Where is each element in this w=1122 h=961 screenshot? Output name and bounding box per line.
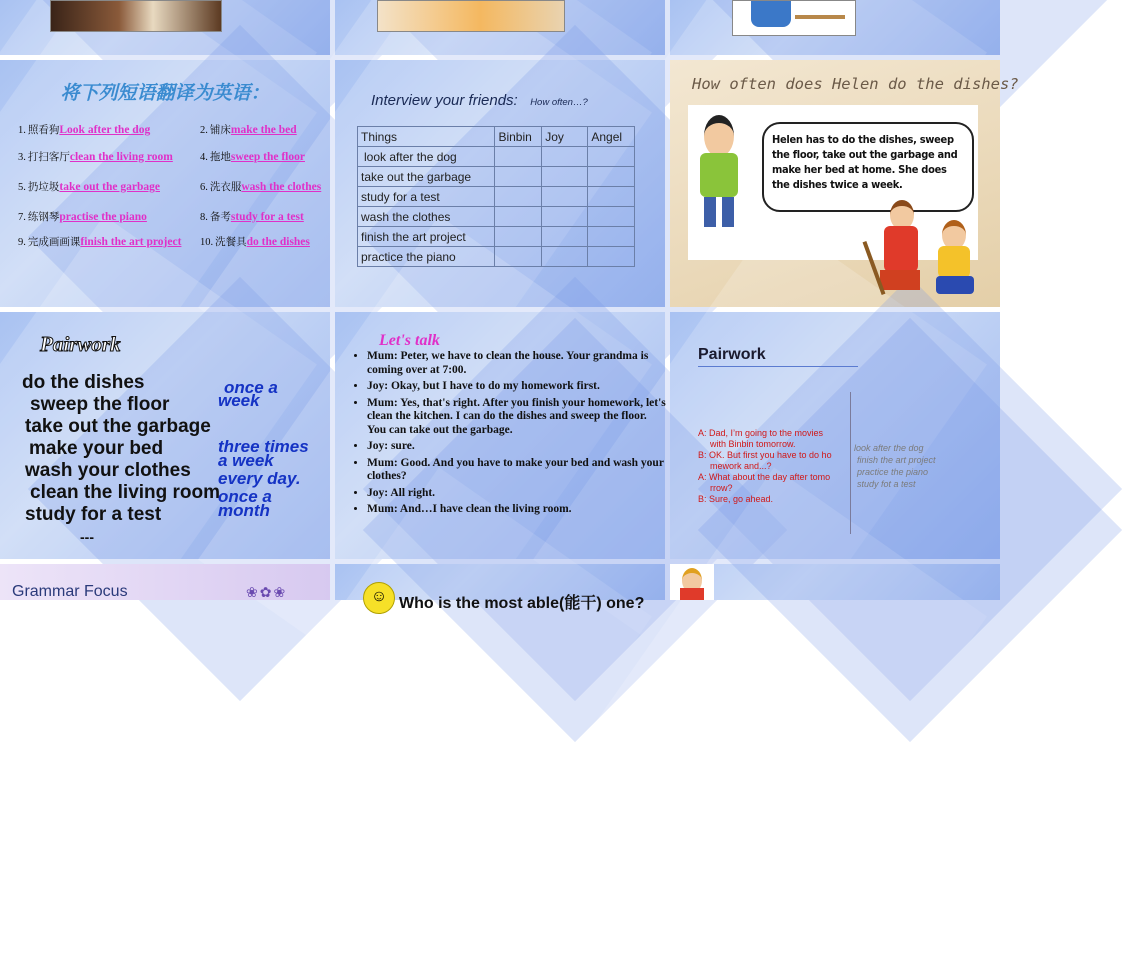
dialogue-line: • Mum: And…I have clean the living room. [367, 503, 667, 517]
answer-cell[interactable] [588, 227, 635, 247]
answer-cell[interactable] [495, 187, 542, 207]
lets-talk-title: Let's talk [379, 332, 440, 349]
frequency-phrase: once a [224, 378, 278, 397]
translation-title: 将下列短语翻译为英语： [60, 82, 270, 104]
kneeling-boy-image [932, 220, 982, 300]
piano-photo [50, 0, 222, 32]
english-answer: practise the piano [59, 211, 147, 223]
answer-cell[interactable] [588, 167, 635, 187]
activity-phrase: sweep the floor [30, 394, 170, 415]
answer-cell[interactable] [495, 147, 542, 167]
english-answer: finish the art project [80, 236, 182, 248]
translation-item [200, 234, 310, 249]
answer-cell[interactable] [588, 187, 635, 207]
dialogue-line: A: What about the day after tomo [698, 472, 831, 482]
translation-item [200, 179, 321, 194]
english-answer: study for a test [230, 211, 304, 223]
chinese-phrase: 打扫客厅 [27, 152, 70, 163]
dialogue-line: B: Sure, go ahead. [698, 494, 774, 504]
table-header-cell: Things [358, 127, 495, 147]
table-row [358, 247, 635, 267]
helen-title: How often does Helen do the dishes? [692, 75, 1019, 93]
interview-heading: Interview your friends: [371, 92, 518, 109]
dialogue-list [351, 350, 667, 520]
dialogue-line: B: OK. But first you have to do ho [698, 450, 832, 460]
answer-cell[interactable] [495, 227, 542, 247]
translation-item [18, 149, 173, 164]
activity-cell: take out the garbage [358, 167, 495, 187]
cartoon-girl-image [670, 564, 714, 600]
slide-translation[interactable] [0, 60, 330, 307]
answer-cell[interactable] [542, 187, 588, 207]
sweeping-girl-image [878, 200, 928, 300]
translation-item [200, 149, 305, 164]
english-answer: take out the garbage [59, 181, 160, 193]
item-number: 9. [18, 237, 26, 248]
smiley-icon: ☺ [363, 582, 395, 614]
dialogue-line: • Mum: Yes, that's right. After you finish your homework, let's clean the kitchen. I can do the dishes and sweep the floor. You can take out the garbage. [367, 397, 667, 438]
activity-phrase: do the dishes [22, 372, 145, 393]
answer-cell[interactable] [542, 167, 588, 187]
dialogue-line: with Binbin tomorrow. [710, 439, 796, 449]
speech-bubble [762, 122, 974, 212]
activity-cell: study for a test [358, 187, 495, 207]
item-number: 8. [200, 212, 208, 223]
translation-item [18, 234, 181, 249]
table-row [358, 227, 635, 247]
dialogue-line: • Joy: Okay, but I have to do my homework first. [367, 380, 667, 394]
interview-title [371, 92, 588, 110]
item-number: 5. [18, 182, 26, 193]
slide-thumbnail-12[interactable] [670, 564, 1000, 600]
grammar-title: Grammar Focus [12, 583, 128, 600]
activity-phrase: --- [80, 529, 94, 545]
cartoon-desk-image [732, 0, 856, 36]
english-answer: make the bed [230, 124, 297, 136]
writing-photo [377, 0, 565, 32]
dialogue-line: • Mum: Peter, we have to clean the house. Your grandma is coming over at 7:00. [367, 350, 667, 377]
option-item: practice the piano [857, 467, 929, 477]
answer-cell[interactable] [588, 147, 635, 167]
chinese-phrase: 练钢琴 [27, 212, 60, 223]
speech-bubble-text: Helen has to do the dishes, sweep the floor, take out the garbage and make her bed at home. She does the dishes twice a week. [772, 133, 958, 191]
activity-phrase: study for a test [25, 504, 162, 525]
english-answer: do the dishes [246, 236, 310, 248]
activity-phrase: wash your clothes [25, 460, 191, 481]
slide-most-able[interactable] [335, 564, 665, 612]
boy-thinking-image [700, 115, 740, 230]
item-number: 6. [200, 182, 208, 193]
frequency-list [0, 312, 330, 559]
activity-cell: look after the dog [358, 147, 495, 167]
chinese-phrase: 铺床 [209, 125, 231, 136]
dialogue-line: • Joy: sure. [367, 440, 667, 454]
options-list [854, 442, 984, 490]
answer-cell[interactable] [495, 167, 542, 187]
slide-grammar-focus[interactable] [0, 564, 330, 600]
chinese-phrase: 备考 [209, 212, 231, 223]
interview-table-header [358, 127, 635, 147]
item-number: 10. [200, 237, 214, 248]
answer-cell[interactable] [542, 207, 588, 227]
translation-item [200, 122, 297, 137]
frequency-phrase: a week [218, 451, 274, 470]
pairwork-title: Pairwork [40, 332, 121, 356]
answer-cell[interactable] [542, 247, 588, 267]
answer-cell[interactable] [588, 247, 635, 267]
activity-phrase: clean the living room [30, 482, 221, 503]
activity-phrase: take out the garbage [25, 416, 211, 437]
english-answer: sweep the floor [230, 151, 305, 163]
translation-item [18, 122, 150, 137]
english-answer: clean the living room [69, 151, 173, 163]
most-able-title: Who is the most able(能干) one? [399, 595, 645, 612]
frequency-phrase: month [218, 501, 270, 520]
pairwork2-title: Pairwork [698, 346, 766, 363]
title-divider [698, 366, 858, 367]
translation-item [18, 209, 147, 224]
chinese-phrase: 照看狗 [27, 125, 60, 136]
interview-subtitle: How often…? [530, 97, 588, 108]
table-row [358, 187, 635, 207]
answer-cell[interactable] [542, 147, 588, 167]
table-row [358, 167, 635, 187]
english-answer: wash the clothes [241, 181, 322, 193]
table-header-cell: Binbin [495, 127, 542, 147]
activity-cell: practice the piano [358, 247, 495, 267]
frequency-phrase: week [218, 391, 260, 410]
translation-list [0, 60, 330, 307]
butterfly-decoration-icon: ❀✿❀ [246, 584, 288, 600]
table-row [358, 147, 635, 167]
frequency-phrase: three times [218, 437, 309, 456]
table-header-cell: Angel [588, 127, 635, 147]
english-answer: Look after the dog [59, 124, 151, 136]
dialogue-line: • Mum: Good. And you have to make your bed and wash your clothes? [367, 457, 667, 484]
interview-table [357, 126, 635, 267]
answer-cell[interactable] [542, 227, 588, 247]
chinese-phrase: 洗衣服 [209, 182, 242, 193]
table-row [358, 207, 635, 227]
dialogue-line: • Joy: All right. [367, 487, 667, 501]
vertical-divider [850, 392, 851, 534]
chinese-phrase: 完成画画课 [27, 237, 81, 248]
activity-cell: wash the clothes [358, 207, 495, 227]
answer-cell[interactable] [495, 207, 542, 227]
table-header-cell: Joy [542, 127, 588, 147]
activity-cell: finish the art project [358, 227, 495, 247]
translation-item [18, 179, 160, 194]
frequency-phrase: once a [218, 487, 272, 506]
chinese-phrase: 扔垃圾 [27, 182, 60, 193]
dialogue-line: mework and...? [710, 461, 772, 471]
slide-thumbnail-3[interactable] [670, 0, 1000, 55]
item-number: 3. [18, 152, 26, 163]
chinese-phrase: 拖地 [209, 152, 231, 163]
item-number: 4. [200, 152, 208, 163]
chinese-phrase: 洗餐具 [215, 237, 247, 248]
item-number: 2. [200, 125, 208, 136]
dialogue-box [698, 428, 848, 505]
item-number: 1. [18, 125, 26, 136]
option-item: look after the dog [854, 443, 924, 453]
item-number: 7. [18, 212, 26, 223]
answer-cell[interactable] [495, 247, 542, 267]
option-item: finish the art project [857, 455, 936, 465]
dialogue-line: A: Dad, I’m going to the movies [698, 428, 824, 438]
activity-phrase: make your bed [29, 438, 164, 459]
translation-item [200, 209, 304, 224]
frequency-phrase: every day. [218, 469, 301, 488]
dialogue-line: rrow? [710, 483, 733, 493]
option-item: study fot a test [857, 479, 916, 489]
slide-pairwork-frequency[interactable] [0, 312, 330, 559]
answer-cell[interactable] [588, 207, 635, 227]
